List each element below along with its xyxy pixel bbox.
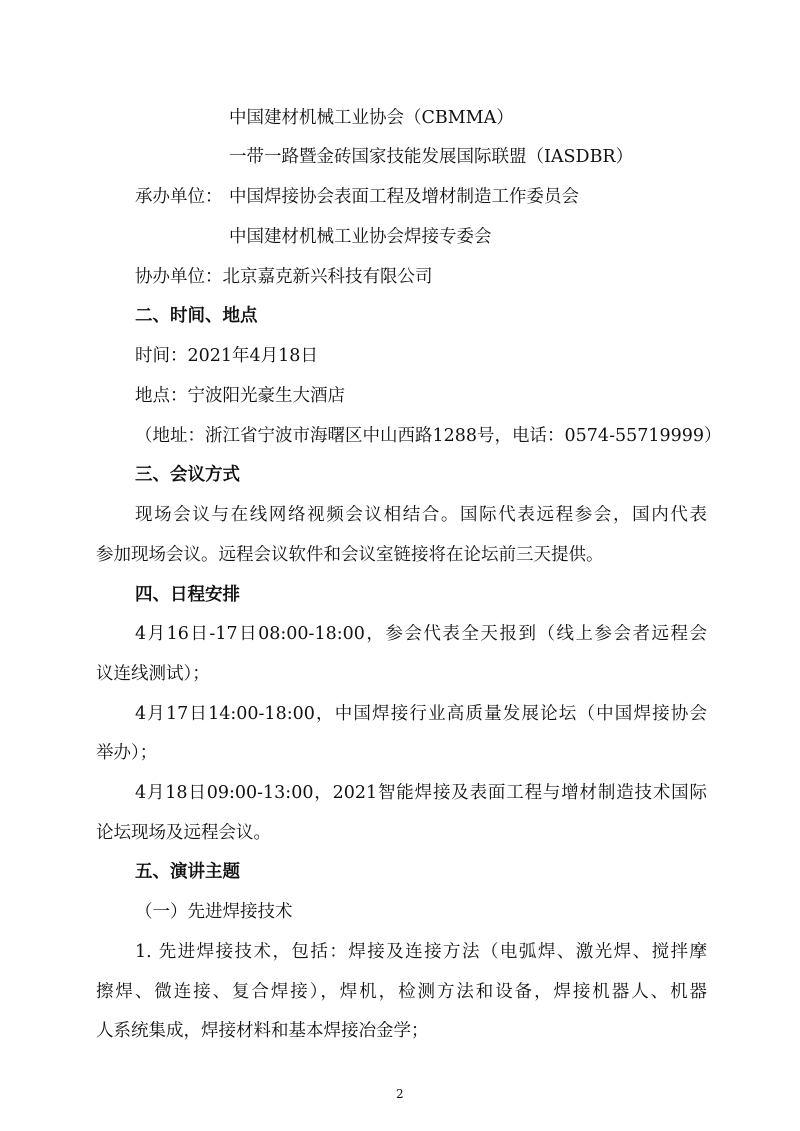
schedule-line: 4月18日09:00-13:00，2021智能焊接及表面工程与增材制造技术国际 [135,783,707,803]
subsection-heading: （一）先进焊接技术 [135,902,293,922]
paragraph-line: 擦焊、微连接、复合焊接），焊机，检测方法和设备，焊接机器人、机器 [96,982,707,1002]
organizer-line: 一带一路暨金砖国家技能发展国际联盟（IASDBR） [229,147,634,167]
schedule-line: 4月17日14:00-18:00，中国焊接行业高质量发展论坛（中国焊接协会 [135,704,707,724]
paragraph-line: 人系统集成，焊接材料和基本焊接冶金学； [96,1021,429,1041]
host-item: 中国建材机械工业协会焊接专委会 [229,227,492,247]
page-number: 2 [396,1087,404,1101]
schedule-line: 论坛现场及远程会议。 [96,823,271,843]
section-heading: 三、会议方式 [135,465,240,485]
organizer-line: 中国建材机械工业协会（CBMMA） [229,108,514,128]
event-place: 地点：宁波阳光豪生大酒店 [135,386,345,406]
section-heading: 四、日程安排 [135,585,240,605]
paragraph-line: 现场会议与在线网络视频会议相结合。国际代表远程参会，国内代表 [135,505,707,525]
paragraph-line: 参加现场会议。远程会议软件和会议室链接将在论坛前三天提供。 [96,545,604,565]
section-heading: 五、演讲主题 [135,862,240,882]
co-organizer: 协办单位：北京嘉克新兴科技有限公司 [135,267,433,287]
event-time: 时间：2021年4月18日 [135,346,318,366]
schedule-line: 举办）； [96,743,158,763]
schedule-line: 议连线测试）； [96,664,210,684]
section-heading: 二、时间、地点 [135,306,258,326]
paragraph-line: 1. 先进焊接技术，包括：焊接及连接方法（电弧焊、激光焊、搅拌摩 [135,942,707,962]
host-label: 承办单位： [135,187,223,207]
host-item: 中国焊接协会表面工程及增材制造工作委员会 [229,187,579,207]
event-address: （地址：浙江省宁波市海曙区中山西路1288号，电话：0574-55719999） [135,426,722,446]
schedule-line: 4月16日-17日08:00-18:00，参会代表全天报到（线上参会者远程会 [135,624,707,644]
